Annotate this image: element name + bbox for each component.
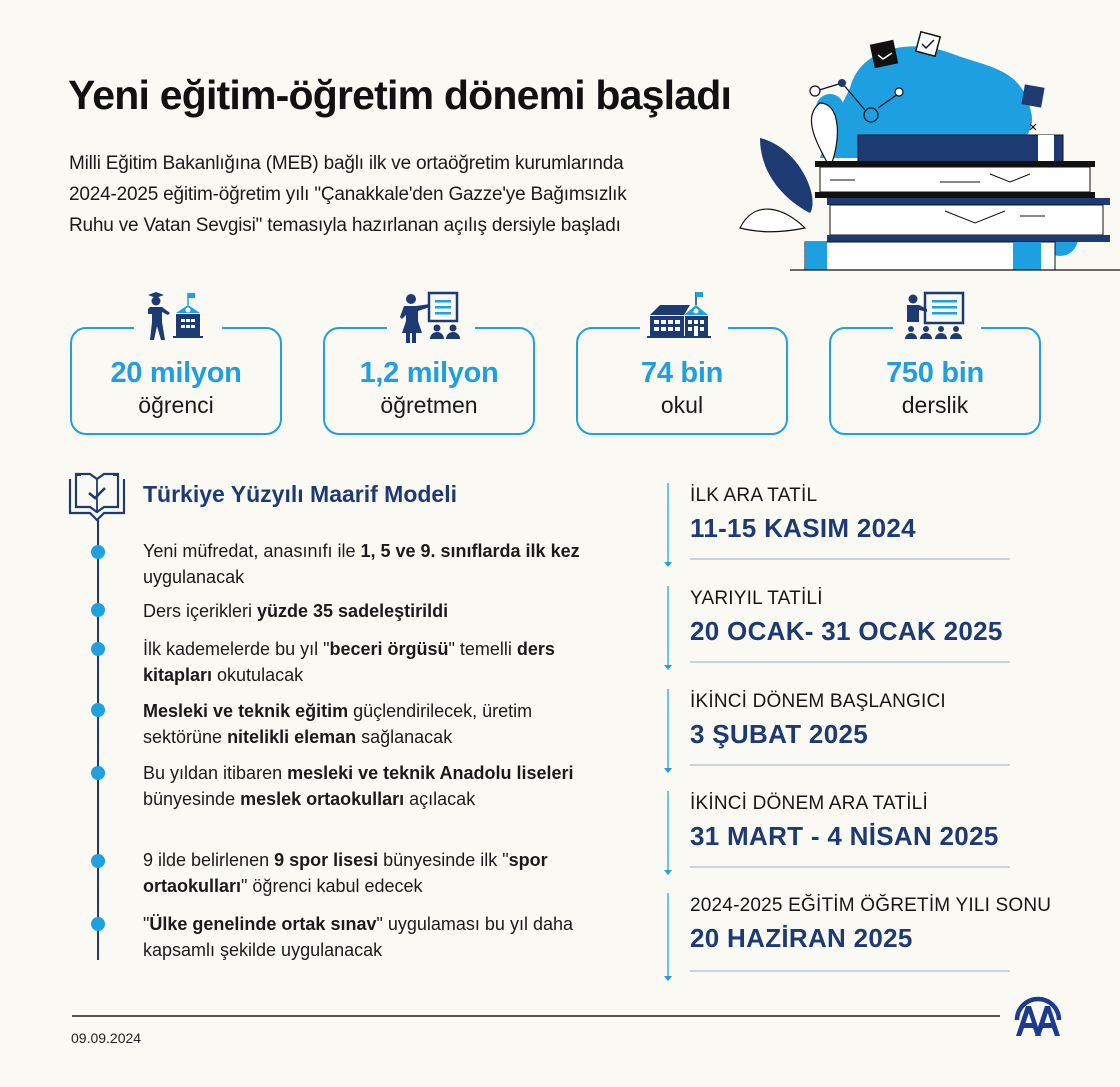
bullet-dot xyxy=(91,766,105,780)
maarif-item: 9 ilde belirlenen 9 spor lisesi bünyesinde ilk "spor ortaokulları" öğrenci kabul edecek xyxy=(143,850,548,896)
maarif-item: İlk kademelerde bu yıl "beceri örgüsü" temelli ders kitapları okutulacak xyxy=(143,639,555,685)
divider xyxy=(690,970,1010,972)
stat-card-schools xyxy=(576,327,788,435)
teacher-board-icon xyxy=(391,291,467,343)
divider xyxy=(690,764,1010,766)
arrow-down-icon xyxy=(667,586,669,666)
stat-card-classrooms xyxy=(829,327,1041,435)
entry-date: 11-15 KASIM 2024 xyxy=(690,513,916,543)
bullet-dot xyxy=(91,545,105,559)
open-book-check-icon xyxy=(67,471,127,523)
arrow-down-icon xyxy=(667,791,669,871)
arrow-down-icon xyxy=(667,689,669,769)
entry-label: İKİNCİ DÖNEM BAŞLANGICI xyxy=(690,691,946,712)
entry-date: 31 MART - 4 NİSAN 2025 xyxy=(690,821,999,851)
page-subtitle: Milli Eğitim Bakanlığına (MEB) bağlı ilk ve ortaöğretim kurumlarında 2024-2025 eğitim-öğretim yılı "Çanakkale'den Gazze'ye Bağımsızlık Ruhu ve Vatan Sevgisi" temasıyla hazırlanan açılış dersiyle başladı xyxy=(69,153,627,236)
publish-date: 09.09.2024 xyxy=(71,1030,142,1046)
classroom-icon xyxy=(897,291,973,343)
stat-value: 20 milyon xyxy=(110,357,242,389)
maarif-item: Mesleki ve teknik eğitim güçlendirilecek, üretim sektörüne nitelikli eleman sağlanacak xyxy=(143,701,533,747)
stat-label: öğretmen xyxy=(380,392,478,418)
bullet-dot xyxy=(91,642,105,656)
maarif-item: Yeni müfredat, anasınıfı ile 1, 5 ve 9. sınıflarda ilk kez uygulanacak xyxy=(143,541,580,587)
maarif-item: Ders içerikleri yüzde 35 sadeleştirildi xyxy=(143,601,449,621)
page-title: Yeni eğitim-öğretim dönemi başladı xyxy=(68,72,732,118)
timeline-line xyxy=(97,520,99,960)
entry-date: 20 HAZİRAN 2025 xyxy=(690,923,913,953)
stat-label: öğrenci xyxy=(138,392,214,418)
divider xyxy=(690,866,1010,868)
bullet-dot xyxy=(91,917,105,931)
maarif-item: "Ülke genelinde ortak sınav" uygulaması bu yıl daha kapsamlı şekilde uygulanacak xyxy=(143,914,573,960)
bullet-dot xyxy=(91,854,105,868)
divider xyxy=(690,558,1010,560)
bullet-dot xyxy=(91,703,105,717)
stat-value: 1,2 milyon xyxy=(359,357,499,389)
stat-label: derslik xyxy=(901,392,969,418)
aa-logo-icon xyxy=(1013,990,1063,1040)
section-title: Türkiye Yüzyılı Maarif Modeli xyxy=(143,481,457,507)
entry-label: 2024-2025 EĞİTİM ÖĞRETİM YILI SONU xyxy=(690,895,1052,916)
entry-label: İKİNCİ DÖNEM ARA TATİLİ xyxy=(690,793,928,814)
stat-value: 74 bin xyxy=(641,357,723,389)
stat-card-teachers xyxy=(323,327,535,435)
maarif-item: Bu yıldan itibaren mesleki ve teknik Anadolu liseleri bünyesinde meslek ortaokulları açılacak xyxy=(143,763,574,809)
arrow-down-icon xyxy=(667,483,669,563)
school-building-icon xyxy=(644,291,720,343)
entry-label: İLK ARA TATİL xyxy=(690,485,818,506)
entry-date: 20 OCAK- 31 OCAK 2025 xyxy=(690,616,1003,646)
arrow-down-icon xyxy=(667,893,669,977)
stat-label: okul xyxy=(660,392,704,418)
stat-value: 750 bin xyxy=(886,357,984,389)
entry-label: YARIYIL TATİLİ xyxy=(690,588,823,609)
bullet-dot xyxy=(91,603,105,617)
student-school-icon xyxy=(138,291,214,343)
books-illustration xyxy=(730,28,1120,278)
divider xyxy=(690,661,1010,663)
entry-date: 3 ŞUBAT 2025 xyxy=(690,719,868,749)
stat-card-students xyxy=(70,327,282,435)
footer-divider xyxy=(72,1015,1000,1017)
